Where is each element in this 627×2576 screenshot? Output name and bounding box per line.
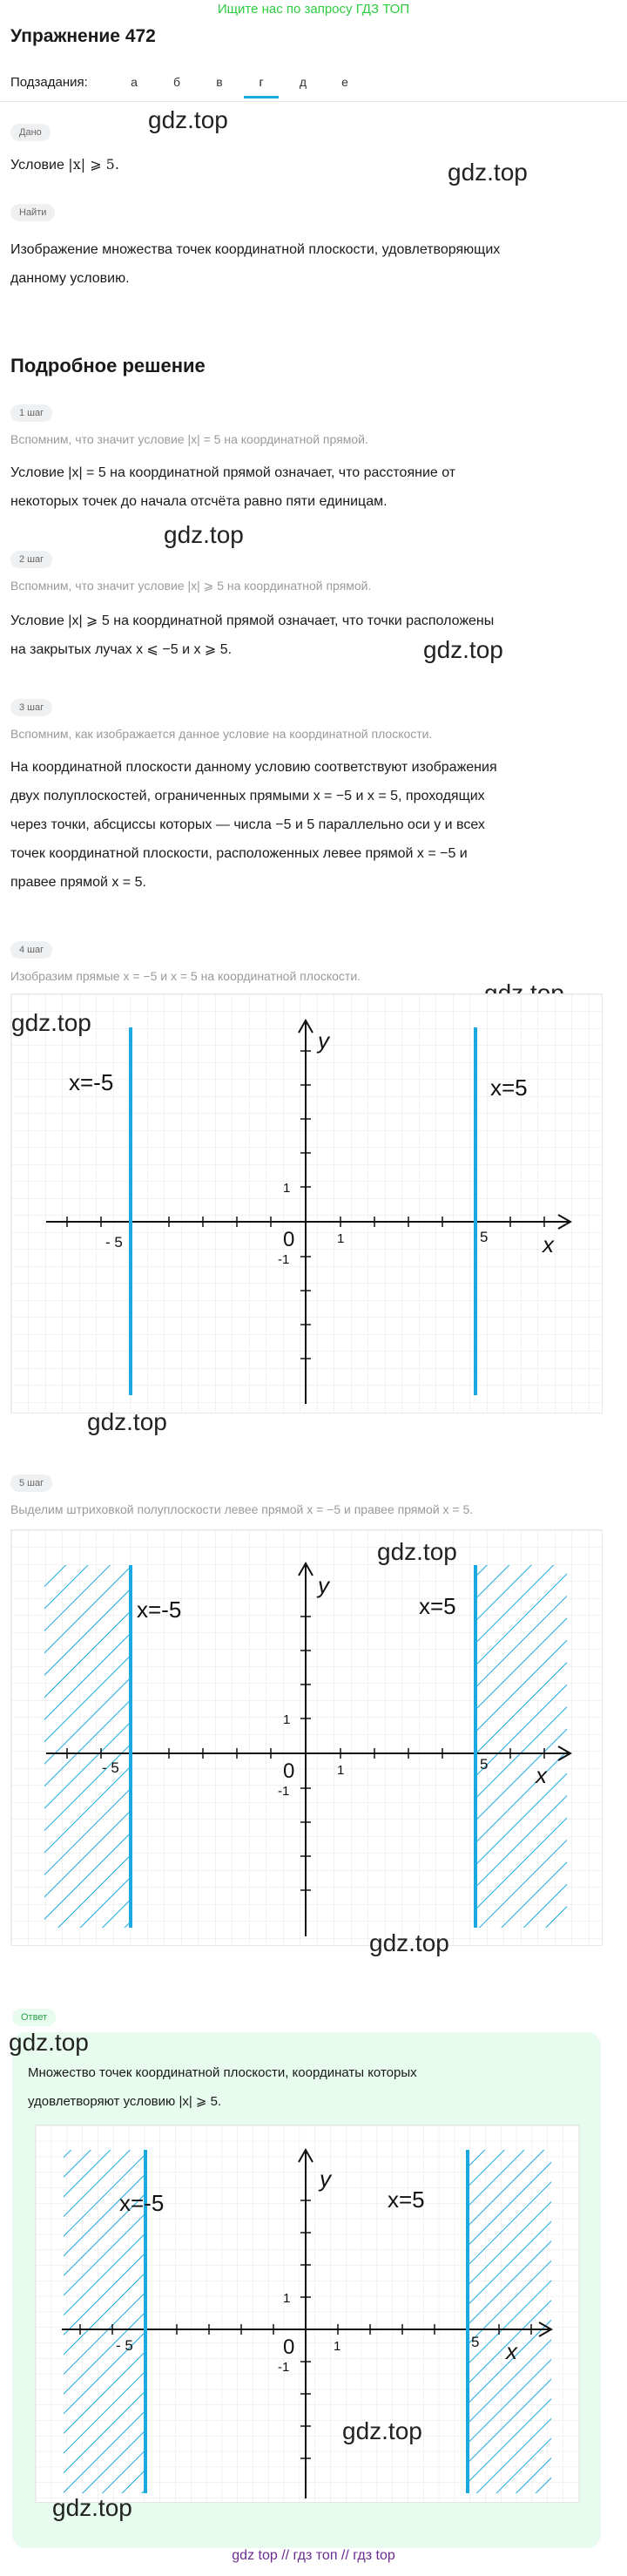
x-one-label: 1 <box>337 1231 345 1246</box>
y-one-label: 1 <box>283 2291 291 2306</box>
step-5-pill: 5 шаг <box>10 1474 52 1492</box>
x-one-label: 1 <box>337 1763 345 1778</box>
minus-five-label: - 5 <box>105 1234 123 1251</box>
step-3-hint: Вспомним, как изображается данное условие на координатной плоскости. <box>10 727 433 741</box>
x-axis-label: x <box>543 1231 554 1257</box>
y-one-label: 1 <box>283 1712 291 1727</box>
step-3-line2: двух полуплоскостей, ограниченных прямыми x = −5 и x = 5, проходящих <box>10 789 485 803</box>
watermark: gdz.top <box>448 159 528 186</box>
x-axis-label: x <box>506 2338 517 2364</box>
watermark: gdz.top <box>11 1009 91 1036</box>
step-2-line1: Условие |x| ⩾ 5 на координатной прямой означает, что точки расположены <box>10 613 495 628</box>
find-text-line2: данному условию. <box>10 271 130 286</box>
label-line-right: x=5 <box>388 2186 425 2213</box>
subtask-tab-b[interactable]: б <box>172 75 181 89</box>
step-1-line2: некоторых точек до начала отсчёта равно пяти единицам. <box>10 494 388 509</box>
step-5-hint: Выделим штриховкой полуплоскости левее прямой x = −5 и правее прямой x = 5. <box>10 1502 474 1516</box>
watermark: gdz.top <box>369 1929 449 1956</box>
watermark: gdz.top <box>9 2029 89 2056</box>
graph-answer <box>35 2125 580 2503</box>
y-minus-one-label: -1 <box>278 1252 290 1267</box>
origin-label: 0 <box>283 1759 295 1783</box>
five-label: 5 <box>480 1229 489 1245</box>
five-label: 5 <box>480 1756 489 1773</box>
given-pill: Дано <box>10 124 51 141</box>
step-1-pill: 1 шаг <box>10 404 52 422</box>
step-4-pill: 4 шаг <box>10 941 52 959</box>
y-axis-label: y <box>318 1572 329 1598</box>
hatch-right <box>475 1565 567 1928</box>
y-minus-one-label: -1 <box>278 2360 290 2375</box>
x-axis-label: x <box>536 1762 547 1788</box>
watermark: gdz.top <box>52 2494 132 2521</box>
watermark: gdz.top <box>148 106 228 133</box>
hatch-right <box>468 2150 551 2493</box>
subtask-tab-e[interactable]: е <box>341 75 348 89</box>
step-3-pill: 3 шаг <box>10 699 52 716</box>
label-line-right: x=5 <box>490 1074 528 1101</box>
subtasks-label: Подзадания: <box>10 75 88 90</box>
graph-step4 <box>10 993 603 1413</box>
footer-links[interactable]: gdz top // гдз топ // гдз top <box>232 2548 395 2563</box>
coordinate-plane-answer <box>36 2125 579 2502</box>
watermark: gdz.top <box>377 1538 457 1565</box>
label-line-left: x=-5 <box>137 1596 182 1623</box>
y-axis-label: y <box>318 1027 329 1054</box>
answer-line1: Множество точек координатной плоскости, координаты которых <box>28 2065 417 2080</box>
origin-label: 0 <box>283 2335 295 2359</box>
step-1-hint: Вспомним, что значит условие |x| = 5 на координатной прямой. <box>10 432 368 446</box>
divider <box>0 101 627 102</box>
hatch-left <box>44 1565 131 1928</box>
find-pill: Найти <box>10 204 55 221</box>
step-2-hint: Вспомним, что значит условие |x| ⩾ 5 на координатной прямой. <box>10 579 372 593</box>
watermark: gdz.top <box>423 636 503 663</box>
subtask-tab-v[interactable]: в <box>216 75 223 89</box>
answer-line2: удовлетворяют условию |x| ⩾ 5. <box>28 2094 222 2109</box>
step-3-line4: точек координатной плоскости, расположенных левее прямой x = −5 и <box>10 846 468 861</box>
label-line-left: x=-5 <box>119 2190 165 2216</box>
minus-five-label: - 5 <box>116 2337 133 2354</box>
label-line-left: x=-5 <box>69 1069 114 1095</box>
step-3-line3: через точки, абсциссы которых — числа −5 и 5 параллельно оси y и всех <box>10 817 485 832</box>
x-one-label: 1 <box>334 2339 341 2354</box>
subtask-tab-a[interactable]: а <box>131 75 138 89</box>
step-4-hint: Изобразим прямые x = −5 и x = 5 на координатной плоскости. <box>10 969 361 983</box>
step-1-line1: Условие |x| = 5 на координатной прямой означает, что расстояние от <box>10 465 456 480</box>
page-title: Упражнение 472 <box>10 26 156 46</box>
find-text-line1: Изображение множества точек координатной плоскости, удовлетворяющих <box>10 242 501 257</box>
five-label: 5 <box>471 2334 480 2350</box>
step-3-line1: На координатной плоскости данному условию соответствуют изображения <box>10 760 497 775</box>
top-banner-link[interactable]: Ищите нас по запросу ГДЗ ТОП <box>217 2 410 17</box>
step-2-pill: 2 шаг <box>10 551 52 568</box>
step-2-line2: на закрытых лучах x ⩽ −5 и x ⩾ 5. <box>10 642 233 657</box>
graph-step5 <box>10 1529 603 1946</box>
origin-label: 0 <box>283 1228 295 1251</box>
coordinate-plane-hatched <box>11 1530 602 1945</box>
y-minus-one-label: -1 <box>278 1784 290 1799</box>
given-text: Условие |x| ⩾ 5. <box>10 156 119 173</box>
subtask-tab-d[interactable]: д <box>299 75 307 89</box>
y-axis-label: y <box>320 2166 331 2192</box>
label-line-right: x=5 <box>419 1593 456 1619</box>
watermark: gdz.top <box>87 1408 167 1435</box>
subtask-tab-g[interactable]: г <box>259 75 264 89</box>
minus-five-label: - 5 <box>102 1759 119 1776</box>
coordinate-plane <box>11 994 602 1413</box>
y-one-label: 1 <box>283 1181 291 1196</box>
active-tab-indicator <box>244 96 279 98</box>
solution-title: Подробное решение <box>10 355 206 376</box>
answer-pill: Ответ <box>12 2009 56 2026</box>
watermark: gdz.top <box>164 521 244 548</box>
step-3-line5: правее прямой x = 5. <box>10 875 146 890</box>
watermark: gdz.top <box>342 2417 422 2444</box>
